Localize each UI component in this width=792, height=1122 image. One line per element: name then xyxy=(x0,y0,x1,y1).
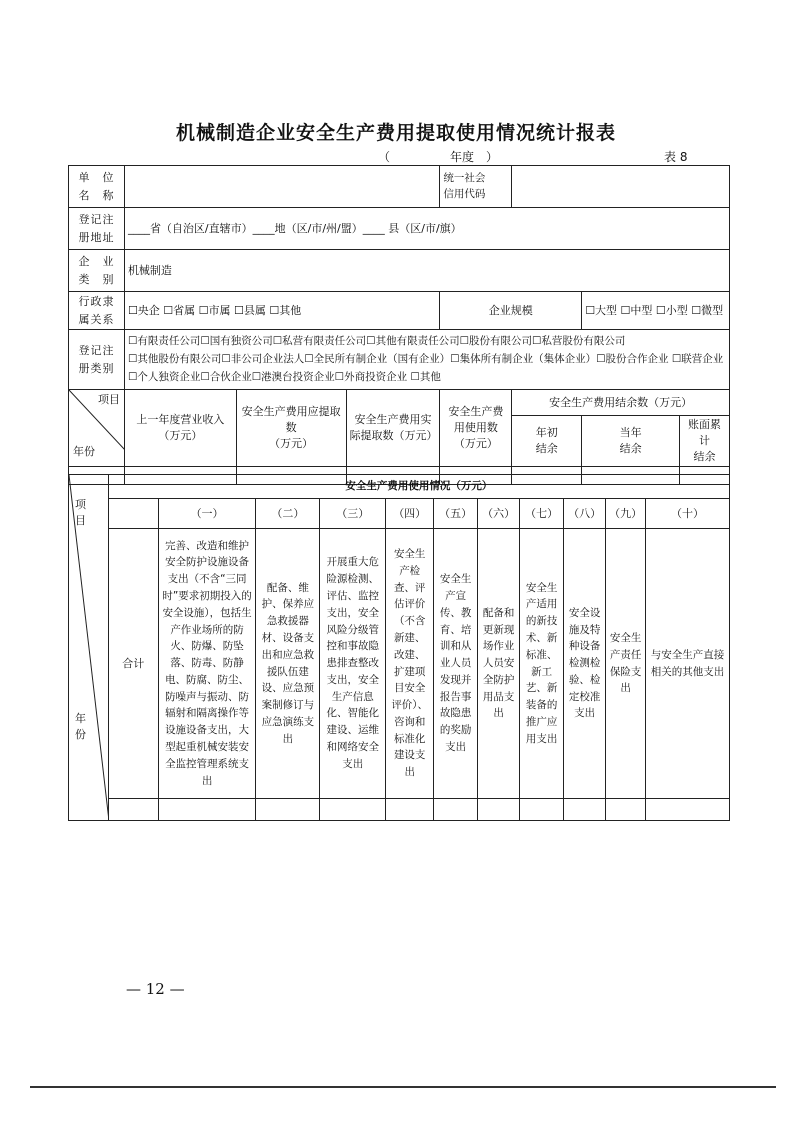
credit-code-label: 统一社会 信用代码 xyxy=(440,166,512,208)
actual-extract-header: 安全生产费用实 际提取数（万元） xyxy=(346,390,440,467)
value-cell-3[interactable] xyxy=(320,799,386,821)
col-header-7: （七） xyxy=(520,499,564,529)
ent-type-value: 机械制造 xyxy=(124,250,729,292)
value-cell-7[interactable] xyxy=(520,799,564,821)
should-extract-header: 安全生产费用应提取数 （万元） xyxy=(236,390,346,467)
col-header-2: （二） xyxy=(256,499,320,529)
item-label-2: 项 目 xyxy=(75,498,86,527)
page-number: — 12 — xyxy=(126,980,185,998)
value-cell-4[interactable] xyxy=(386,799,434,821)
desc-7: 安全生产适用的新技术、新标准、新工艺、新装备的推广应用支出 xyxy=(520,529,564,799)
unit-name-field[interactable] xyxy=(124,166,439,208)
enterprise-info-table xyxy=(68,165,730,485)
col-header-10: （十） xyxy=(646,499,730,529)
unit-name-label: 单 位 名 称 xyxy=(69,166,125,208)
credit-code-field[interactable] xyxy=(512,166,730,208)
table-number: 表 8 xyxy=(664,150,688,164)
balance-header: 安全生产费用结余数（万元） xyxy=(512,390,730,416)
value-cell-9[interactable] xyxy=(606,799,646,821)
bottom-rule xyxy=(30,1086,776,1088)
admin-label: 行政隶 属关系 xyxy=(69,292,125,330)
col-header-5: （五） xyxy=(434,499,478,529)
year-label-2: 年 份 xyxy=(75,712,86,741)
scale-options[interactable]: ☐大型 ☐中型 ☐小型 ☐微型 xyxy=(582,292,730,330)
desc-2: 配备、维护、保养应急救援器材、设备支出和应急救援队伍建设、应急预案制修订与应急演练支出 xyxy=(256,529,320,799)
desc-10: 与安全生产直接相关的其他支出 xyxy=(646,529,730,799)
total-label: 合计 xyxy=(108,529,158,799)
year-label: 年份 xyxy=(73,445,95,459)
reg-addr-field[interactable]: ____省（自治区/直辖市）____地（区/市/州/盟）____ 县（区/市/旗） xyxy=(124,208,729,250)
col-header-3: （三） xyxy=(320,499,386,529)
scale-label: 企业规模 xyxy=(440,292,582,330)
item-label: 项目 xyxy=(97,393,120,407)
desc-8: 安全设施及特种设备检测检验、检定校准支出 xyxy=(564,529,606,799)
value-cell-6[interactable] xyxy=(478,799,520,821)
reg-addr-label: 登记注 册地址 xyxy=(69,208,125,250)
ent-type-label: 企 业 类 别 xyxy=(69,250,125,292)
begin-balance-header: 年初 结余 xyxy=(512,416,582,467)
col-header-8: （八） xyxy=(564,499,606,529)
value-cell-2[interactable] xyxy=(256,799,320,821)
used-header: 安全生产费 用使用数 （万元） xyxy=(440,390,512,467)
col-header-1: （一） xyxy=(158,499,256,529)
current-balance-header: 当年 结余 xyxy=(582,416,680,467)
revenue-header: 上一年度营业收入 （万元） xyxy=(124,390,236,467)
item-year-header-2 xyxy=(69,475,109,821)
usage-table xyxy=(68,474,730,821)
report-title: 机械制造企业安全生产费用提取使用情况统计报表 xyxy=(175,122,616,144)
total-cell[interactable] xyxy=(108,799,158,821)
usage-header: 安全生产费用使用情况（万元） xyxy=(108,475,729,499)
desc-9: 安全生产责任保险支出 xyxy=(606,529,646,799)
desc-6: 配备和更新现场作业人员安全防护用品支出 xyxy=(478,529,520,799)
year-field[interactable]: （ 年度 ） xyxy=(378,150,499,164)
col-header-4: （四） xyxy=(386,499,434,529)
col-header-9: （九） xyxy=(606,499,646,529)
value-cell-8[interactable] xyxy=(564,799,606,821)
value-cell-10[interactable] xyxy=(646,799,730,821)
desc-1: 完善、改造和维护安全防护设施设备支出（不含“三同时”要求初期投入的安全设施），包括生产作业场所的防火、防爆、防坠落、防毒、防静电、防腐、防尘、防噪声与振动、防辐射和隔离操作等设施设备支出，大型起重机械安装安全监控管理系统支出 xyxy=(158,529,256,799)
desc-4: 安全生产检查、评估评价（不含新建、改建、扩建项目安全评价）、咨询和标准化建设支出 xyxy=(386,529,434,799)
blank-col-header xyxy=(108,499,158,529)
admin-options[interactable]: ☐央企 ☐省属 ☐市属 ☐县属 ☐其他 xyxy=(124,292,439,330)
item-year-header xyxy=(69,390,125,467)
desc-5: 安全生产宣传、教育、培训和从业人员发现并报告事故隐患的奖励支出 xyxy=(434,529,478,799)
value-cell-1[interactable] xyxy=(158,799,256,821)
reg-type-label: 登记注 册类别 xyxy=(69,330,125,390)
col-header-6: （六） xyxy=(478,499,520,529)
desc-3: 开展重大危险源检测、评估、监控支出，安全风险分级管控和事故隐患排查整改支出，安全生产信息化、智能化建设、运维和网络安全支出 xyxy=(320,529,386,799)
cumulative-balance-header: 账面累计 结余 xyxy=(680,416,730,467)
reg-type-options[interactable]: ☐有限责任公司☐国有独资公司☐私营有限责任公司☐其他有限责任公司☐股份有限公司☐私营股份有限公司 ☐其他股份有限公司☐非公司企业法人☐全民所有制企业（国有企业）☐集体所有制企业（集体企业）☐股份合作企业 ☐联营企业☐个人独资企业☐合伙企业☐港澳台投资企业☐外商投资企业 ☐其他 xyxy=(124,330,729,390)
value-cell-5[interactable] xyxy=(434,799,478,821)
